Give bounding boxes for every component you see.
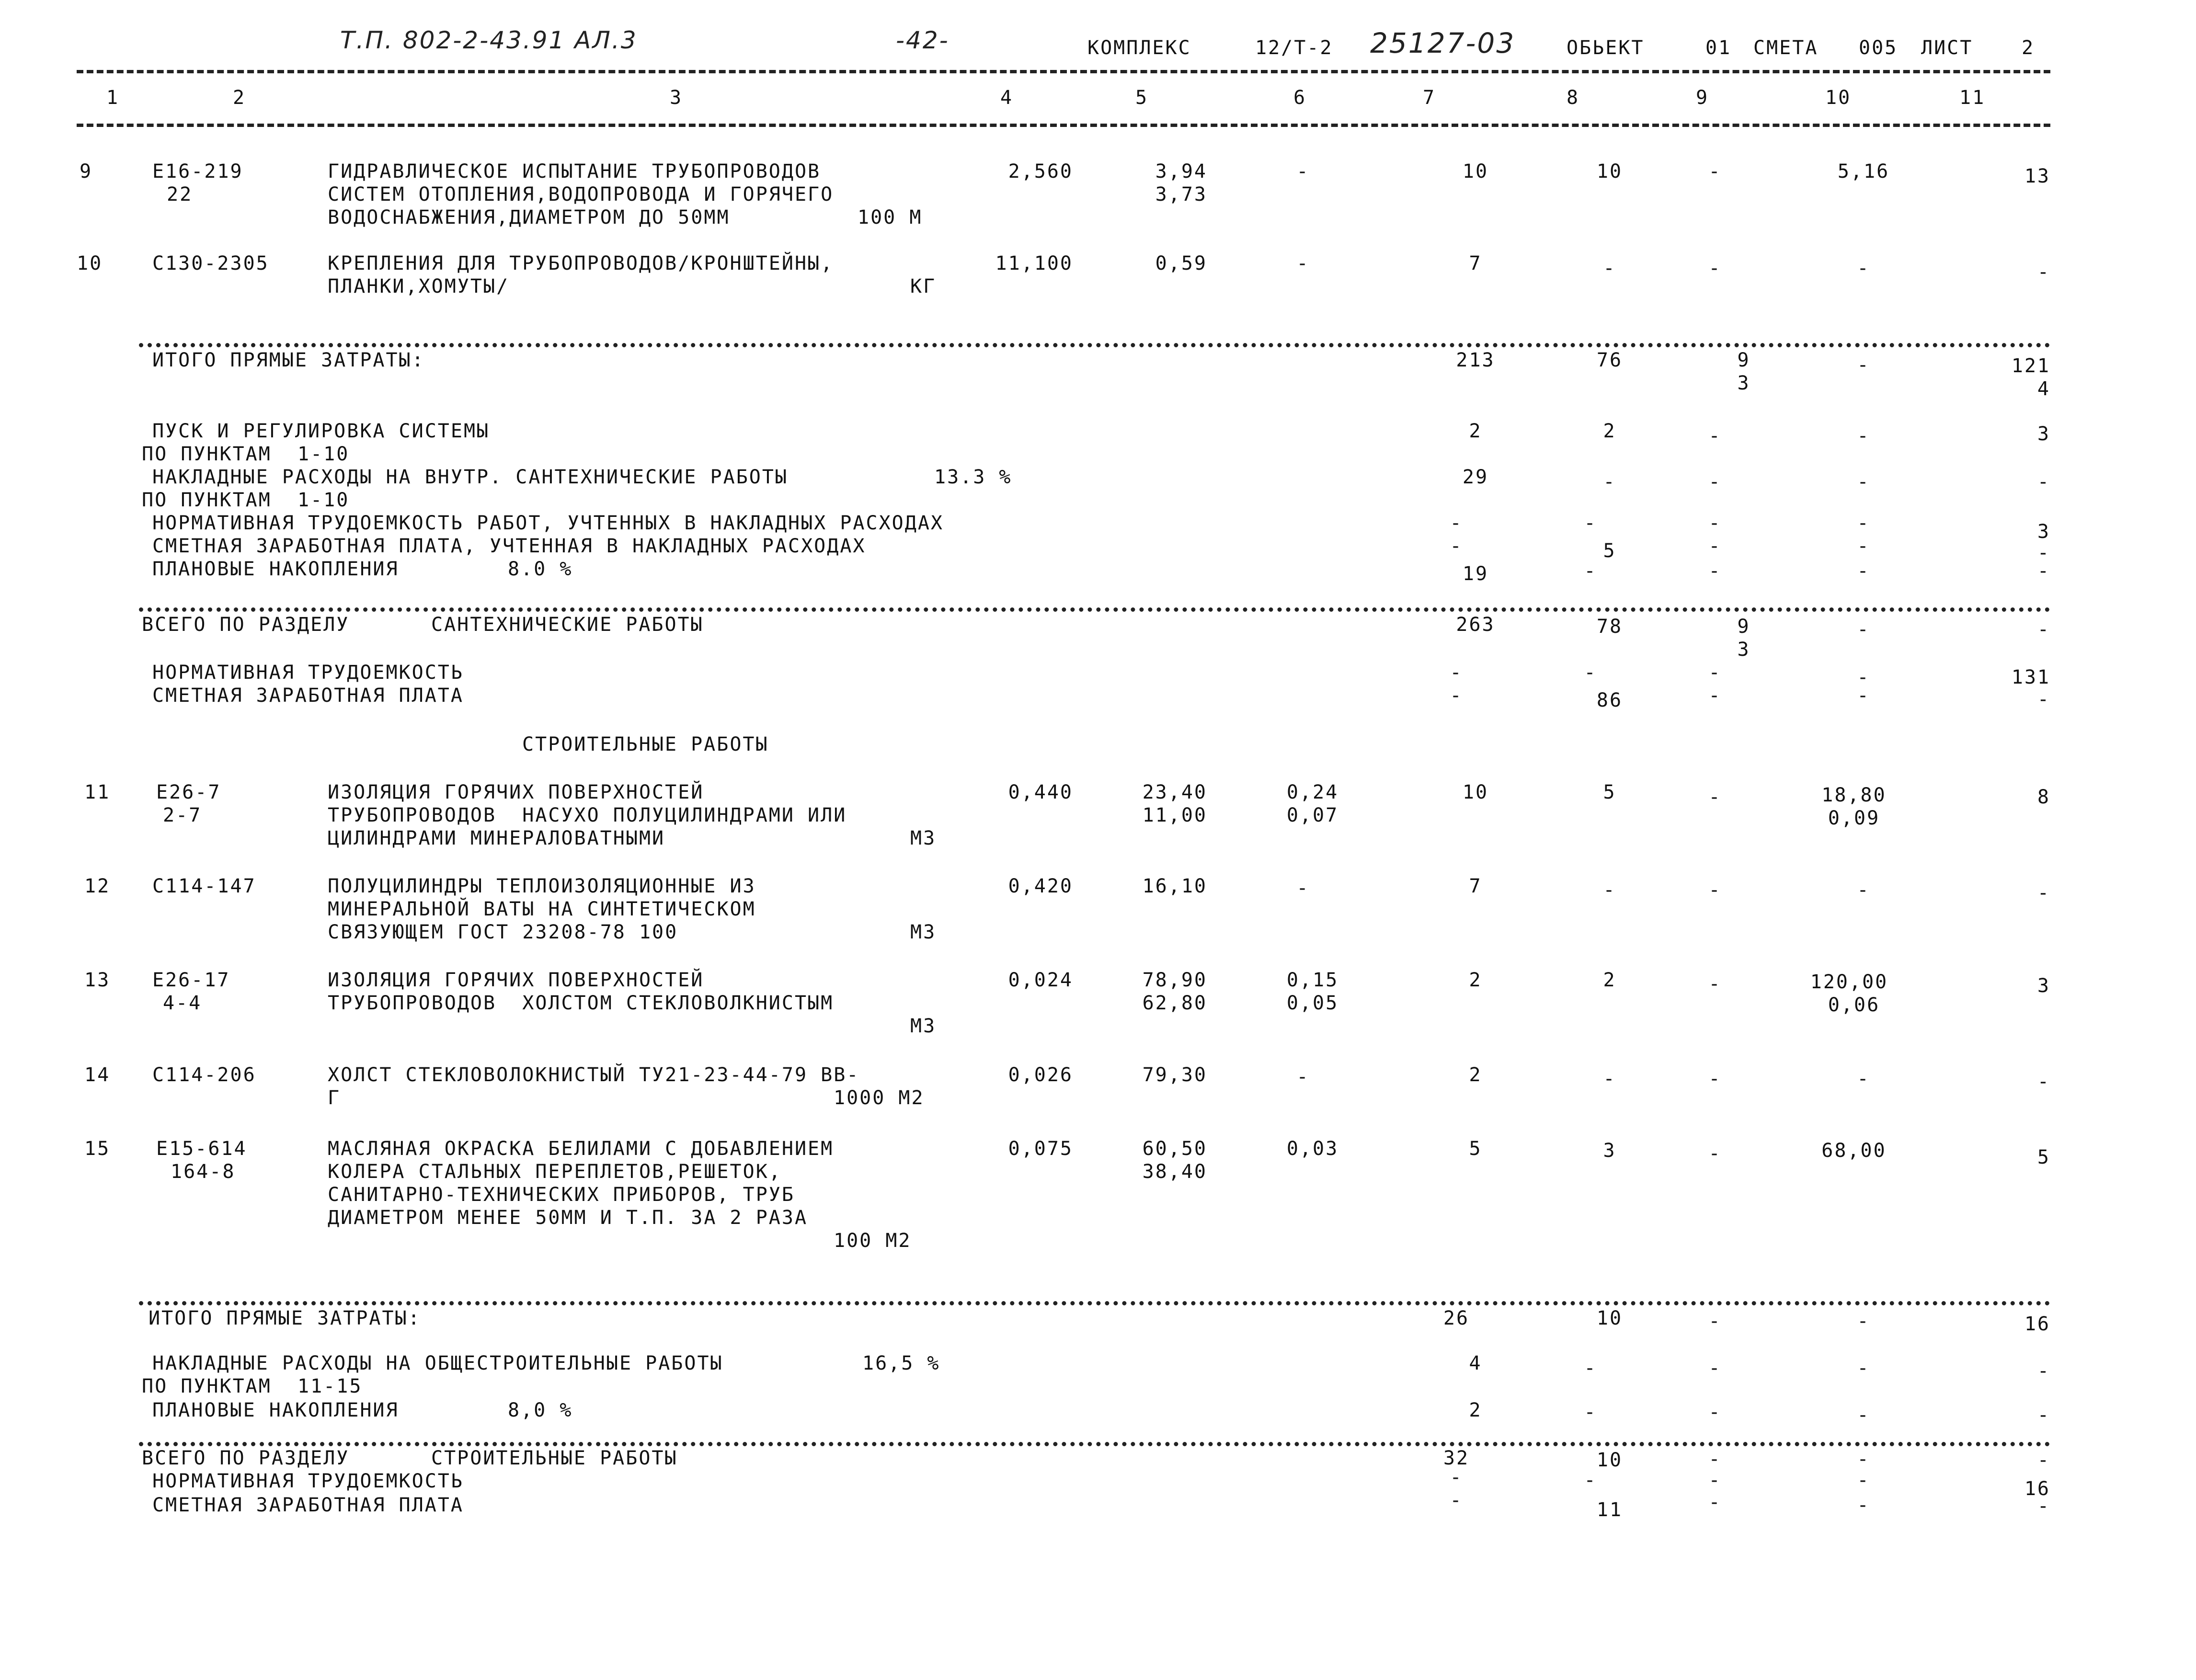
col11-value: 16 bbox=[2024, 1478, 2050, 1500]
col8-value: 78 bbox=[1596, 616, 1623, 638]
summary-label: ПЛАНОВЫЕ НАКОПЛЕНИЯ bbox=[152, 558, 399, 580]
row-number: 11 bbox=[84, 781, 111, 803]
col10-value: - bbox=[1857, 1469, 1870, 1491]
col11-value: 121 bbox=[2011, 355, 2050, 377]
col8-value: - bbox=[1584, 1401, 1597, 1423]
row-number: 15 bbox=[84, 1138, 111, 1160]
col7-value: 7 bbox=[1469, 875, 1482, 897]
col11-value: 3 bbox=[2037, 521, 2050, 543]
col11-value: 131 bbox=[2011, 666, 2050, 688]
col9-value: - bbox=[1708, 1068, 1722, 1090]
rate-code: Е26-17 bbox=[152, 969, 230, 991]
col11-value: - bbox=[2037, 882, 2050, 904]
col7-value: 10 bbox=[1462, 160, 1489, 183]
col9-value: - bbox=[1708, 1310, 1722, 1332]
col7-value: 32 bbox=[1443, 1447, 1470, 1469]
col8-value: - bbox=[1584, 560, 1597, 582]
column-header: 3 bbox=[670, 87, 683, 109]
unit-cost-wage: 62,80 bbox=[1142, 992, 1207, 1014]
col8-value: 2 bbox=[1603, 420, 1616, 442]
col7-value: 29 bbox=[1462, 466, 1489, 488]
col10-value: - bbox=[1857, 1310, 1870, 1332]
col8-value: - bbox=[1603, 1068, 1616, 1090]
col10-value: 5,16 bbox=[1837, 160, 1890, 183]
section-heading: СТРОИТЕЛЬНЫЕ РАБОТЫ bbox=[522, 733, 769, 755]
col11-value: - bbox=[2037, 560, 2050, 582]
col10-value: - bbox=[1857, 535, 1870, 557]
summary-label: НАКЛАДНЫЕ РАСХОДЫ НА ОБЩЕСТРОИТЕЛЬНЫЕ РАБОТЫ bbox=[152, 1352, 723, 1374]
col11-value: - bbox=[2037, 688, 2050, 710]
col7-value: - bbox=[1450, 662, 1463, 684]
dotted-separator bbox=[139, 343, 2050, 347]
col8-value: 5 bbox=[1603, 540, 1616, 562]
dotted-separator bbox=[139, 1301, 2050, 1305]
column-header: 8 bbox=[1567, 87, 1580, 109]
complex-code: 12/Т-2 bbox=[1255, 37, 1333, 59]
col10-value: - bbox=[1857, 1357, 1870, 1379]
col9-value: - bbox=[1708, 560, 1722, 582]
column-header: 6 bbox=[1293, 87, 1307, 109]
col8-value: - bbox=[1584, 1357, 1597, 1379]
col6-value-sub: 0,05 bbox=[1286, 992, 1339, 1014]
column-header: 11 bbox=[1959, 87, 1986, 109]
complex-label: КОМПЛЕКС bbox=[1087, 37, 1191, 59]
unit: М3 bbox=[910, 827, 937, 849]
col6-value: - bbox=[1296, 877, 1310, 899]
col8-value: - bbox=[1603, 257, 1616, 279]
unit-cost: 3,94 bbox=[1155, 160, 1207, 183]
col10-value: 120,00 bbox=[1810, 971, 1888, 993]
quantity: 0,075 bbox=[1008, 1138, 1073, 1160]
rate-code: С114-147 bbox=[152, 875, 256, 897]
col9-value: - bbox=[1708, 662, 1722, 684]
col9-value: - bbox=[1708, 425, 1722, 447]
col9-value: - bbox=[1708, 1448, 1722, 1470]
unit-cost-wage: 11,00 bbox=[1142, 804, 1207, 826]
summary-label: СМЕТНАЯ ЗАРАБОТНАЯ ПЛАТА bbox=[152, 685, 464, 707]
col8-value: 76 bbox=[1596, 349, 1623, 371]
col6-value: 0,03 bbox=[1286, 1138, 1339, 1160]
col9-value: - bbox=[1708, 1469, 1722, 1491]
col10-value: - bbox=[1857, 560, 1870, 582]
description-line: МАСЛЯНАЯ ОКРАСКА БЕЛИЛАМИ С ДОБАВЛЕНИЕМ bbox=[328, 1138, 834, 1160]
description-line: СИСТЕМ ОТОПЛЕНИЯ,ВОДОПРОВОДА И ГОРЯЧЕГО bbox=[328, 183, 834, 206]
description-line: ТРУБОПРОВОДОВ ХОЛСТОМ СТЕКЛОВОЛКНИСТЫМ bbox=[328, 992, 834, 1014]
col9-value: - bbox=[1708, 1401, 1722, 1423]
summary-label: НОРМАТИВНАЯ ТРУДОЕМКОСТЬ bbox=[152, 1470, 464, 1492]
col11-value: 3 bbox=[2037, 423, 2050, 445]
unit: 100 М2 bbox=[834, 1230, 912, 1252]
summary-label: СМЕТНАЯ ЗАРАБОТНАЯ ПЛАТА bbox=[152, 1494, 464, 1516]
col10-value: - bbox=[1857, 425, 1870, 447]
col9-value-sub: 3 bbox=[1737, 372, 1750, 394]
col9-value: - bbox=[1708, 257, 1722, 279]
col10-value: - bbox=[1857, 257, 1870, 279]
col11-value: - bbox=[2037, 1360, 2050, 1382]
col11-value: - bbox=[2037, 542, 2050, 564]
col9-value: 9 bbox=[1737, 349, 1750, 371]
object-number: 01 bbox=[1705, 37, 1732, 59]
unit: М3 bbox=[910, 921, 937, 943]
col7-value: 2 bbox=[1469, 1399, 1482, 1421]
col6-value: - bbox=[1296, 1066, 1310, 1088]
page-number: -42- bbox=[896, 26, 949, 54]
summary-label: НОРМАТИВНАЯ ТРУДОЕМКОСТЬ bbox=[152, 662, 464, 684]
quantity: 0,440 bbox=[1008, 781, 1073, 803]
col7-value: 2 bbox=[1469, 420, 1482, 442]
col11-value: 5 bbox=[2037, 1146, 2050, 1168]
unit-cost: 79,30 bbox=[1142, 1064, 1207, 1086]
description-line: КОЛЕРА СТАЛЬНЫХ ПЕРЕПЛЕТОВ,РЕШЕТОК, bbox=[328, 1161, 782, 1183]
col9-value: - bbox=[1708, 1143, 1722, 1165]
unit-cost-wage: 3,73 bbox=[1155, 183, 1207, 206]
column-header: 9 bbox=[1696, 87, 1709, 109]
doc-reference: Т.П. 802-2-43.91 АЛ.3 bbox=[340, 26, 638, 54]
col9-value: - bbox=[1708, 512, 1722, 534]
col10-value: 18,80 bbox=[1821, 784, 1887, 806]
column-header: 1 bbox=[106, 87, 120, 109]
col9-value: - bbox=[1708, 786, 1722, 808]
col11-value: - bbox=[2037, 1495, 2050, 1517]
col8-value: 5 bbox=[1603, 781, 1616, 803]
rate-code-sub: 4-4 bbox=[163, 992, 202, 1014]
section-total-label: ВСЕГО ПО РАЗДЕЛУ bbox=[142, 614, 350, 636]
description-line: КРЕПЛЕНИЯ ДЛЯ ТРУБОПРОВОДОВ/КРОНШТЕЙНЫ, bbox=[328, 252, 834, 274]
description-line: ДИАМЕТРОМ МЕНЕЕ 50ММ И Т.П. ЗА 2 РАЗА bbox=[328, 1207, 808, 1229]
description-line: ГИДРАВЛИЧЕСКОЕ ИСПЫТАНИЕ ТРУБОПРОВОДОВ bbox=[328, 160, 821, 183]
unit-cost-wage: 38,40 bbox=[1142, 1161, 1207, 1183]
summary-sub-label: ПО ПУНКТАМ 1-10 bbox=[142, 443, 350, 465]
planned-percent: 8.0 % bbox=[508, 558, 573, 580]
col7-value: 2 bbox=[1469, 969, 1482, 991]
col8-value: 10 bbox=[1596, 1307, 1623, 1329]
col7-value: - bbox=[1450, 1489, 1463, 1511]
col9-value: - bbox=[1708, 1491, 1722, 1513]
col7-value: 213 bbox=[1456, 349, 1495, 371]
col10-value: - bbox=[1857, 879, 1870, 901]
col11-value: - bbox=[2037, 618, 2050, 640]
column-header: 10 bbox=[1825, 87, 1852, 109]
col9-value: - bbox=[1708, 685, 1722, 707]
dotted-separator bbox=[139, 607, 2050, 612]
section-name: СТРОИТЕЛЬНЫЕ РАБОТЫ bbox=[431, 1447, 678, 1469]
col7-value: 19 bbox=[1462, 563, 1489, 585]
column-header: 4 bbox=[1000, 87, 1014, 109]
rate-code: С114-206 bbox=[152, 1064, 256, 1086]
col7-value: 5 bbox=[1469, 1138, 1482, 1160]
object-label: ОБЬЕКТ bbox=[1567, 37, 1645, 59]
col7-value: 263 bbox=[1456, 614, 1495, 636]
col6-value-sub: 0,07 bbox=[1286, 804, 1339, 826]
description-line: ЦИЛИНДРАМИ МИНЕРАЛОВАТНЫМИ bbox=[328, 827, 665, 849]
col11-value-sub: 4 bbox=[2037, 378, 2050, 400]
summary-label: ИТОГО ПРЯМЫЕ ЗАТРАТЫ: bbox=[149, 1307, 421, 1329]
col7-value: - bbox=[1450, 1466, 1463, 1488]
overhead-percent: 16,5 % bbox=[862, 1352, 940, 1374]
col9-value: - bbox=[1708, 160, 1722, 183]
description-line: САНИТАРНО-ТЕХНИЧЕСКИХ ПРИБОРОВ, ТРУБ bbox=[328, 1184, 795, 1206]
description-line: ПЛАНКИ,ХОМУТЫ/ bbox=[328, 275, 510, 297]
col10-value: - bbox=[1857, 666, 1870, 688]
col8-value: - bbox=[1584, 662, 1597, 684]
col9-value: 9 bbox=[1737, 616, 1750, 638]
col8-value: - bbox=[1603, 879, 1616, 901]
quantity: 0,420 bbox=[1008, 875, 1073, 897]
col11-value: 13 bbox=[2024, 165, 2050, 187]
unit: 100 М bbox=[858, 206, 923, 229]
summary-label: ПЛАНОВЫЕ НАКОПЛЕНИЯ bbox=[152, 1399, 399, 1421]
row-number: 12 bbox=[84, 875, 111, 897]
col8-value: 3 bbox=[1603, 1140, 1616, 1162]
unit-cost: 78,90 bbox=[1142, 969, 1207, 991]
col10-value: - bbox=[1857, 618, 1870, 640]
rate-code-sub: 2-7 bbox=[163, 804, 202, 826]
col10-value: - bbox=[1857, 1448, 1870, 1470]
summary-sub-label: ПО ПУНКТАМ 1-10 bbox=[142, 489, 350, 511]
col11-value: 16 bbox=[2024, 1313, 2050, 1335]
sheet-label: ЛИСТ bbox=[1921, 37, 1973, 59]
rate-code-sub: 164-8 bbox=[171, 1161, 236, 1183]
unit-cost: 60,50 bbox=[1142, 1138, 1207, 1160]
col11-value: - bbox=[2037, 261, 2050, 283]
col9-value: - bbox=[1708, 879, 1722, 901]
sheet-number: 2 bbox=[2022, 37, 2035, 59]
col8-value: 2 bbox=[1603, 969, 1616, 991]
col7-value: 2 bbox=[1469, 1064, 1482, 1086]
summary-label: СМЕТНАЯ ЗАРАБОТНАЯ ПЛАТА, УЧТЕННАЯ В НАКЛАДНЫХ РАСХОДАХ bbox=[152, 535, 866, 557]
col8-value: - bbox=[1584, 1469, 1597, 1491]
col6-value: 0,15 bbox=[1286, 969, 1339, 991]
col10-value: - bbox=[1857, 1494, 1870, 1516]
col7-value: 10 bbox=[1462, 781, 1489, 803]
planned-percent: 8,0 % bbox=[508, 1399, 573, 1421]
col8-value: 86 bbox=[1596, 689, 1623, 711]
col10-value: - bbox=[1857, 354, 1870, 376]
col10-value-sub: 0,06 bbox=[1828, 994, 1880, 1016]
quantity: 11,100 bbox=[995, 252, 1073, 274]
rate-code: С130-2305 bbox=[152, 252, 269, 274]
col10-value: - bbox=[1857, 512, 1870, 534]
summary-sub-label: ПО ПУНКТАМ 11-15 bbox=[142, 1375, 363, 1397]
summary-label: НОРМАТИВНАЯ ТРУДОЕМКОСТЬ РАБОТ, УЧТЕННЫХ В НАКЛАДНЫХ РАСХОДАХ bbox=[152, 512, 944, 534]
col7-value: 26 bbox=[1443, 1307, 1470, 1329]
quantity: 0,026 bbox=[1008, 1064, 1073, 1086]
column-header: 7 bbox=[1423, 87, 1436, 109]
col11-value: - bbox=[2037, 1449, 2050, 1471]
row-number: 9 bbox=[80, 160, 93, 183]
complex-handwritten: 25127-03 bbox=[1370, 27, 1516, 59]
col6-value: - bbox=[1296, 160, 1310, 183]
col11-value: - bbox=[2037, 1071, 2050, 1093]
col8-value: - bbox=[1584, 512, 1597, 534]
quantity: 2,560 bbox=[1008, 160, 1073, 183]
col9-value: - bbox=[1708, 1357, 1722, 1379]
summary-label: ИТОГО ПРЯМЫЕ ЗАТРАТЫ: bbox=[152, 349, 425, 371]
unit-cost: 16,10 bbox=[1142, 875, 1207, 897]
unit: КГ bbox=[910, 275, 937, 297]
col10-value-sub: 0,09 bbox=[1828, 807, 1880, 829]
description-line: ТРУБОПРОВОДОВ НАСУХО ПОЛУЦИЛИНДРАМИ ИЛИ bbox=[328, 804, 847, 826]
col9-value: - bbox=[1708, 471, 1722, 493]
unit: М3 bbox=[910, 1015, 937, 1037]
header-rule-bottom bbox=[77, 124, 2050, 127]
estimate-label: СМЕТА bbox=[1753, 37, 1819, 59]
description-line: ИЗОЛЯЦИЯ ГОРЯЧИХ ПОВЕРХНОСТЕЙ bbox=[328, 969, 704, 991]
col10-value: 68,00 bbox=[1821, 1140, 1887, 1162]
col8-value: 10 bbox=[1596, 160, 1623, 183]
summary-label: НАКЛАДНЫЕ РАСХОДЫ НА ВНУТР. САНТЕХНИЧЕСКИЕ РАБОТЫ bbox=[152, 466, 789, 488]
col7-value: - bbox=[1450, 685, 1463, 707]
row-number: 13 bbox=[84, 969, 111, 991]
col7-value: 7 bbox=[1469, 252, 1482, 274]
row-number: 10 bbox=[77, 252, 103, 274]
col8-value: 11 bbox=[1596, 1499, 1623, 1521]
rate-code: Е15-614 bbox=[156, 1138, 247, 1160]
description-line: ХОЛСТ СТЕКЛОВОЛОКНИСТЫЙ ТУ21-23-44-79 ВВ- bbox=[328, 1064, 860, 1086]
col7-value: - bbox=[1450, 535, 1463, 557]
col11-value: 8 bbox=[2037, 786, 2050, 808]
section-name: САНТЕХНИЧЕСКИЕ РАБОТЫ bbox=[431, 614, 704, 636]
section-total-label: ВСЕГО ПО РАЗДЕЛУ bbox=[142, 1447, 350, 1469]
quantity: 0,024 bbox=[1008, 969, 1073, 991]
col9-value: - bbox=[1708, 535, 1722, 557]
col8-value: - bbox=[1603, 471, 1616, 493]
column-header: 2 bbox=[233, 87, 246, 109]
dotted-separator bbox=[139, 1442, 2050, 1446]
col10-value: - bbox=[1857, 1068, 1870, 1090]
col10-value: - bbox=[1857, 471, 1870, 493]
row-number: 14 bbox=[84, 1064, 111, 1086]
col9-value-sub: 3 bbox=[1737, 639, 1750, 661]
description-line: МИНЕРАЛЬНОЙ ВАТЫ НА СИНТЕТИЧЕСКОМ bbox=[328, 898, 756, 920]
col7-value: - bbox=[1450, 512, 1463, 534]
col10-value: - bbox=[1857, 1404, 1870, 1426]
description-line: Г bbox=[328, 1087, 341, 1109]
description-line: СВЯЗУЮЩЕМ ГОСТ 23208-78 100 bbox=[328, 921, 678, 943]
unit: 1000 М2 bbox=[834, 1087, 925, 1109]
unit-cost: 0,59 bbox=[1155, 252, 1207, 274]
col11-value: 3 bbox=[2037, 975, 2050, 997]
estimate-number: 005 bbox=[1859, 37, 1898, 59]
header-rule-top bbox=[77, 70, 2050, 73]
rate-code: Е26-7 bbox=[156, 781, 221, 803]
description-line: ВОДОСНАБЖЕНИЯ,ДИАМЕТРОМ ДО 50ММ bbox=[328, 206, 730, 229]
summary-label: ПУСК И РЕГУЛИРОВКА СИСТЕМЫ bbox=[152, 420, 490, 442]
col9-value: - bbox=[1708, 973, 1722, 995]
column-header: 5 bbox=[1135, 87, 1149, 109]
unit-cost: 23,40 bbox=[1142, 781, 1207, 803]
description-line: ПОЛУЦИЛИНДРЫ ТЕПЛОИЗОЛЯЦИОННЫЕ ИЗ bbox=[328, 875, 756, 897]
col11-value: - bbox=[2037, 471, 2050, 493]
rate-code-sub: 22 bbox=[167, 183, 193, 206]
col10-value: - bbox=[1857, 685, 1870, 707]
rate-code: Е16-219 bbox=[152, 160, 243, 183]
col11-value: - bbox=[2037, 1404, 2050, 1426]
col6-value: 0,24 bbox=[1286, 781, 1339, 803]
col8-value: 10 bbox=[1596, 1449, 1623, 1471]
description-line: ИЗОЛЯЦИЯ ГОРЯЧИХ ПОВЕРХНОСТЕЙ bbox=[328, 781, 704, 803]
col7-value: 4 bbox=[1469, 1352, 1482, 1374]
overhead-percent: 13.3 % bbox=[934, 466, 1012, 488]
col6-value: - bbox=[1296, 252, 1310, 274]
